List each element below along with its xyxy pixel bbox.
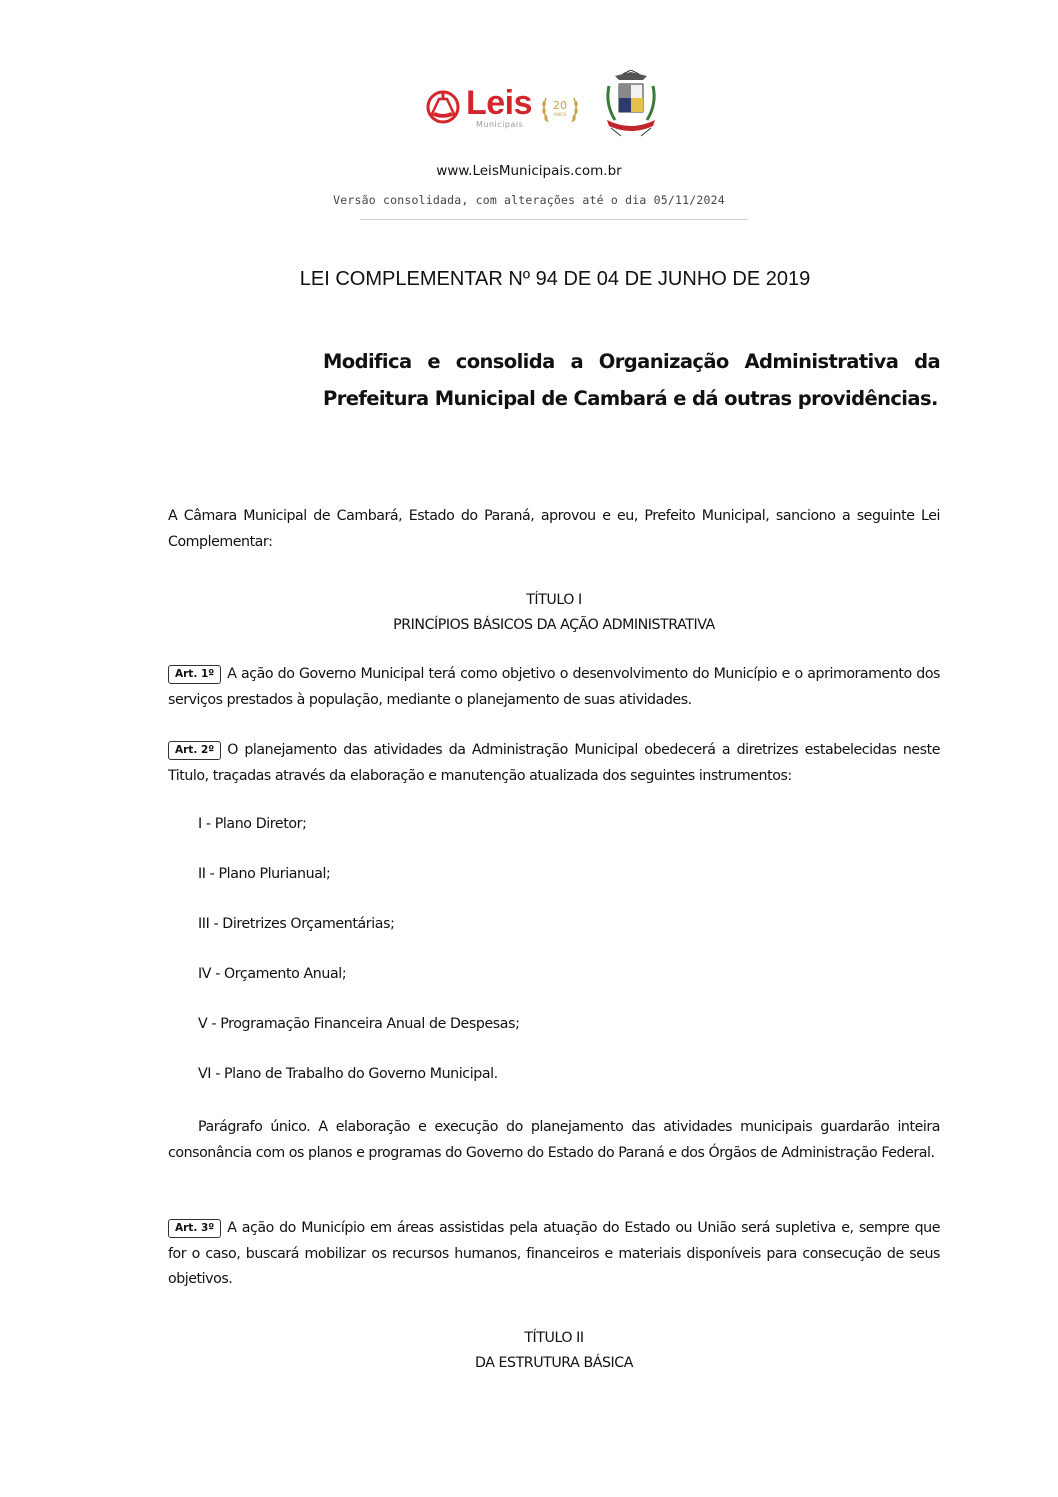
- list-item: IV - Orçamento Anual;: [198, 966, 347, 982]
- leis-municipais-logo[interactable]: [424, 86, 584, 134]
- preamble: A Câmara Municipal de Cambará, Estado do Paraná, aprovou e eu, Prefeito Municipal, sanciono a seguinte Lei Complementar:: [168, 508, 940, 550]
- anniversary-label: ANOS: [553, 113, 567, 118]
- header-divider: [360, 219, 748, 220]
- anniversary-laurel-icon: [540, 92, 580, 128]
- article-3-badge[interactable]: Art. 3º: [168, 1219, 221, 1238]
- article-1: [168, 662, 940, 713]
- list-item: III - Diretrizes Orçamentárias;: [198, 916, 395, 932]
- law-title: LEI COMPLEMENTAR Nº 94 DE 04 DE JUNHO DE 2019: [299, 268, 811, 290]
- leis-emblem-icon: [426, 90, 460, 124]
- article-3-text: A ação do Município em áreas assistidas pela atuação do Estado ou União será supletiva e, sempre que for o caso, buscará mobilizar os recursos humanos, financeiros e materiais disponíveis para consecução de seus objetivos.: [168, 1220, 940, 1287]
- article-2-badge[interactable]: Art. 2º: [168, 741, 221, 760]
- paragrafo-unico-text: Parágrafo único. A elaboração e execução do planejamento das atividades municipais guardarão inteira consonância com os planos e programas do Governo do Estado do Paraná e dos Órgãos de Administração Federal.: [168, 1119, 940, 1161]
- list-item: I - Plano Diretor;: [198, 816, 307, 832]
- titulo-2-name: DA ESTRUTURA BÁSICA: [474, 1355, 633, 1371]
- law-ementa: Modifica e consolida a Organização Administrativa da Prefeitura Municipal de Cambará e dá outras providências.: [323, 350, 940, 410]
- paragrafo-unico: [168, 1115, 940, 1166]
- article-3: [168, 1216, 940, 1293]
- article-1-text: A ação do Governo Municipal terá como objetivo o desenvolvimento do Município e o aprimoramento dos serviços prestados à população, mediante o planejamento de suas atividades.: [168, 666, 940, 708]
- article-1-badge[interactable]: Art. 1º: [168, 665, 221, 684]
- coat-of-arms-icon: [601, 70, 661, 138]
- titulo-1-name: PRINCÍPIOS BÁSICOS DA AÇÃO ADMINISTRATIVA: [393, 617, 715, 633]
- list-item: VI - Plano de Trabalho do Governo Municipal.: [198, 1066, 498, 1082]
- anniversary-number: 20: [553, 99, 567, 112]
- titulo-1-label: TÍTULO I: [526, 592, 582, 608]
- article-2: [168, 738, 940, 789]
- logo-wordmark: Leis: [466, 84, 533, 122]
- site-url-link[interactable]: www.LeisMunicipais.com.br: [436, 163, 622, 179]
- article-2-text: O planejamento das atividades da Administração Municipal obedecerá a diretrizes estabelecidas neste Titulo, traçadas através da elaboração e manutenção atualizada dos seguintes instrumentos:: [168, 742, 940, 784]
- logo-subtitle: Municipais: [476, 120, 524, 129]
- list-item: V - Programação Financeira Anual de Despesas;: [198, 1016, 520, 1032]
- version-note: Versão consolidada, com alterações até o dia 05/11/2024: [333, 193, 725, 207]
- titulo-2-label: TÍTULO II: [524, 1330, 584, 1346]
- list-item: II - Plano Plurianual;: [198, 866, 331, 882]
